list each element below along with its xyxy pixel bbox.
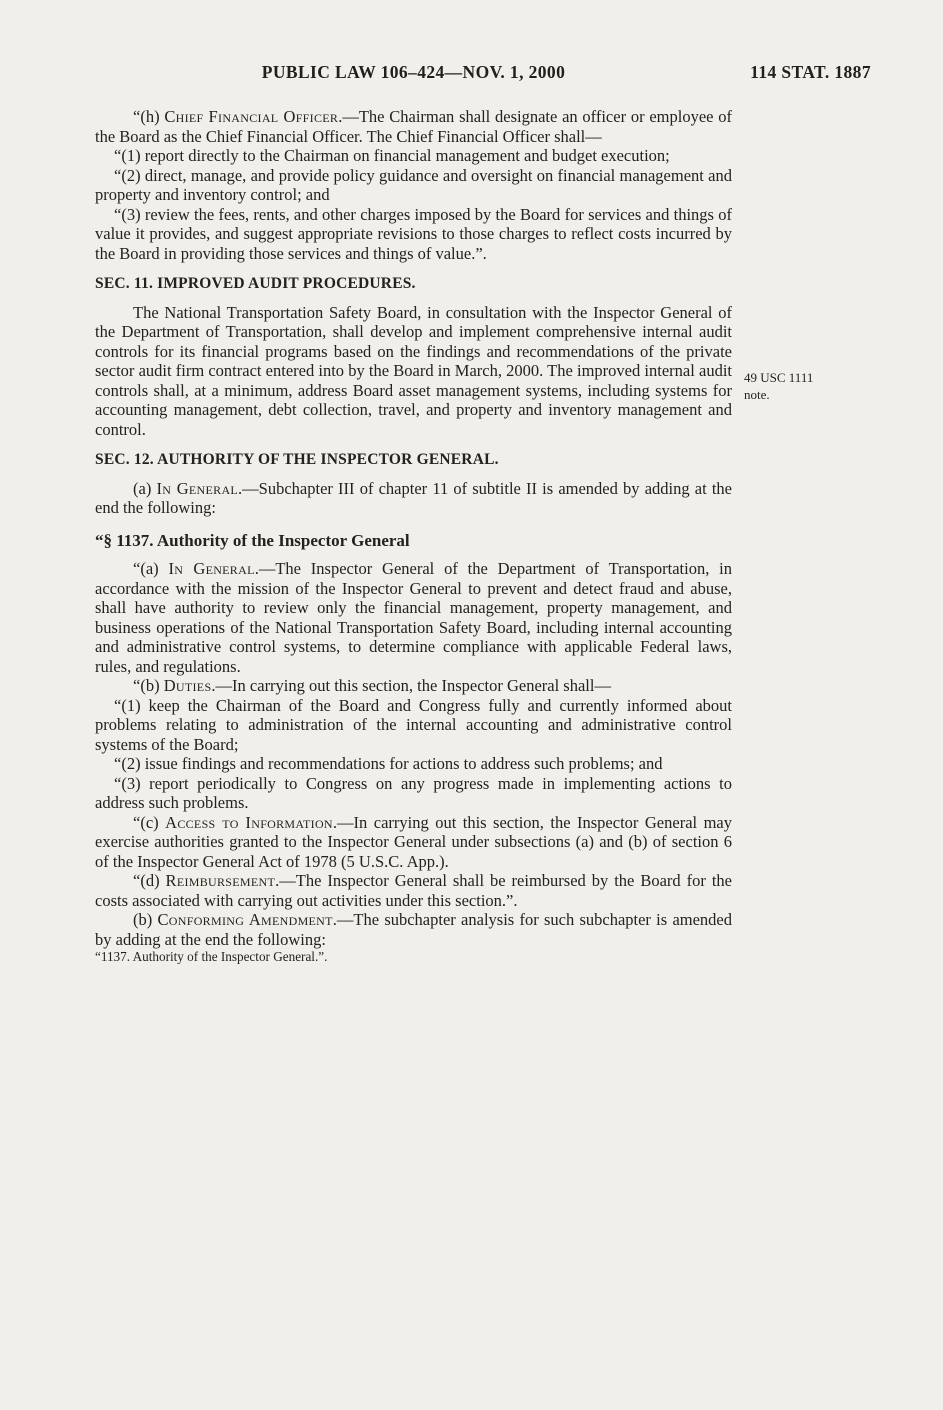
header-stat-ref: 114 STAT. 1887	[750, 62, 871, 82]
s1137-c-paragraph	[95, 813, 732, 872]
sec-12-a-paragraph	[95, 479, 732, 518]
paragraph-prefix: “(a)	[133, 559, 169, 578]
sec-11-body-paragraph: The National Transportation Safety Board, in consultation with the Inspector General of the Department of Transportation, shall develop and implement comprehensive internal audit controls for its financial programs based on the findings and recommendations of the private sector audit firm contract entered into by the Board in March, 2000. The improved internal audit controls shall, at a minimum, address Board asset management systems, including systems for accounting management, debt collection, travel, and property and inventory management and control.	[95, 302, 732, 439]
main-text-column	[95, 107, 732, 965]
small-caps-label: In General	[156, 478, 239, 498]
s1137-d-paragraph	[95, 871, 732, 910]
paragraph-prefix: (b)	[133, 910, 158, 929]
page-header	[95, 62, 871, 86]
paragraph-item-h2: “(2) direct, manage, and provide policy guidance and oversight on financial management and property and inventory control; and	[95, 165, 732, 204]
s1137-a-paragraph	[95, 559, 732, 676]
s1137-b-item-1: “(1) keep the Chairman of the Board and Congress fully and currently informed about problems relating to administration of the internal accounting and administrative control systems of the Board;	[95, 695, 732, 754]
paragraph-prefix: “(b)	[133, 676, 164, 695]
paragraph-prefix: “(d)	[133, 871, 166, 890]
paragraph-item-h1: “(1) report directly to the Chairman on financial management and budget execution;	[114, 146, 670, 165]
sec-12-b-paragraph	[95, 910, 732, 949]
paragraph-item-h3: “(3) review the fees, rents, and other charges imposed by the Board for services and things of value it provides, and suggest appropriate revisions to those charges to reflect costs incurred by the Board in providing those services and things of value.”.	[95, 204, 732, 263]
sec-12-heading: SEC. 12. AUTHORITY OF THE INSPECTOR GENERAL.	[95, 451, 499, 468]
paragraph-text: .—The Inspector General of the Department of Transportation, in accordance with the mission of the Inspector General to prevent and detect fraud and abuse, shall have authority to review only the financial management, property management, and business operations of the National Transportation Safety Board, including internal accounting and administrative control systems, to determine compliance with applicable Federal laws, rules, and regulations.	[95, 559, 732, 676]
small-caps-label: Conforming Amendment	[157, 910, 333, 929]
paragraph-text: .—The Inspector General shall be reimbursed by the Board for the costs associated with carrying out activities under this section.”.	[95, 871, 732, 910]
sec-11-heading: SEC. 11. IMPROVED AUDIT PROCEDURES.	[95, 275, 416, 292]
paragraph-text: .—The subchapter analysis for such subchapter is amended by adding at the end the following:	[95, 910, 732, 949]
small-caps-label: In General	[168, 559, 255, 578]
small-caps-label: Duties	[163, 676, 212, 695]
paragraph-prefix: “(h)	[133, 107, 165, 126]
section-1137-heading: “§ 1137. Authority of the Inspector General	[95, 530, 410, 550]
paragraph-text: .—Subchapter III of chapter 11 of subtitle II is amended by adding at the end the following:	[95, 478, 732, 517]
s1137-b-item-2: “(2) issue findings and recommendations for actions to address such problems; and	[114, 754, 663, 773]
margin-note-line-2: note.	[744, 386, 770, 402]
header-law-title: PUBLIC LAW 106–424—NOV. 1, 2000	[261, 62, 566, 82]
paragraph-prefix: “(c)	[133, 812, 166, 832]
s1137-b-paragraph	[95, 676, 732, 696]
small-caps-label: Chief Financial Officer	[164, 107, 339, 126]
small-caps-label: Reimbursement	[165, 871, 276, 890]
small-caps-label: Access to Information	[165, 812, 333, 832]
paragraph-prefix: (a)	[133, 478, 157, 498]
paragraph-text: .—The Chairman shall designate an officer or employee of the Board as the Chief Financial Officer. The Chief Financial Officer shall—	[95, 107, 732, 146]
paragraph-text: .—In carrying out this section, the Inspector General may exercise authorities granted to the Inspector General under subsections (a) and (b) of section 6 of the Inspector General Act of 1978 (5 U.S.C. App.).	[95, 812, 732, 871]
margin-note-usc	[744, 370, 884, 403]
paragraph-text: .—In carrying out this section, the Inspector General shall—	[211, 676, 611, 695]
margin-note-line-1: 49 USC 1111	[744, 370, 814, 385]
paragraph-subsection-h	[95, 107, 732, 146]
subchapter-analysis-line: “1137. Authority of the Inspector General.”.	[95, 949, 328, 964]
s1137-b-item-3: “(3) report periodically to Congress on any progress made in implementing actions to address such problems.	[95, 773, 732, 812]
